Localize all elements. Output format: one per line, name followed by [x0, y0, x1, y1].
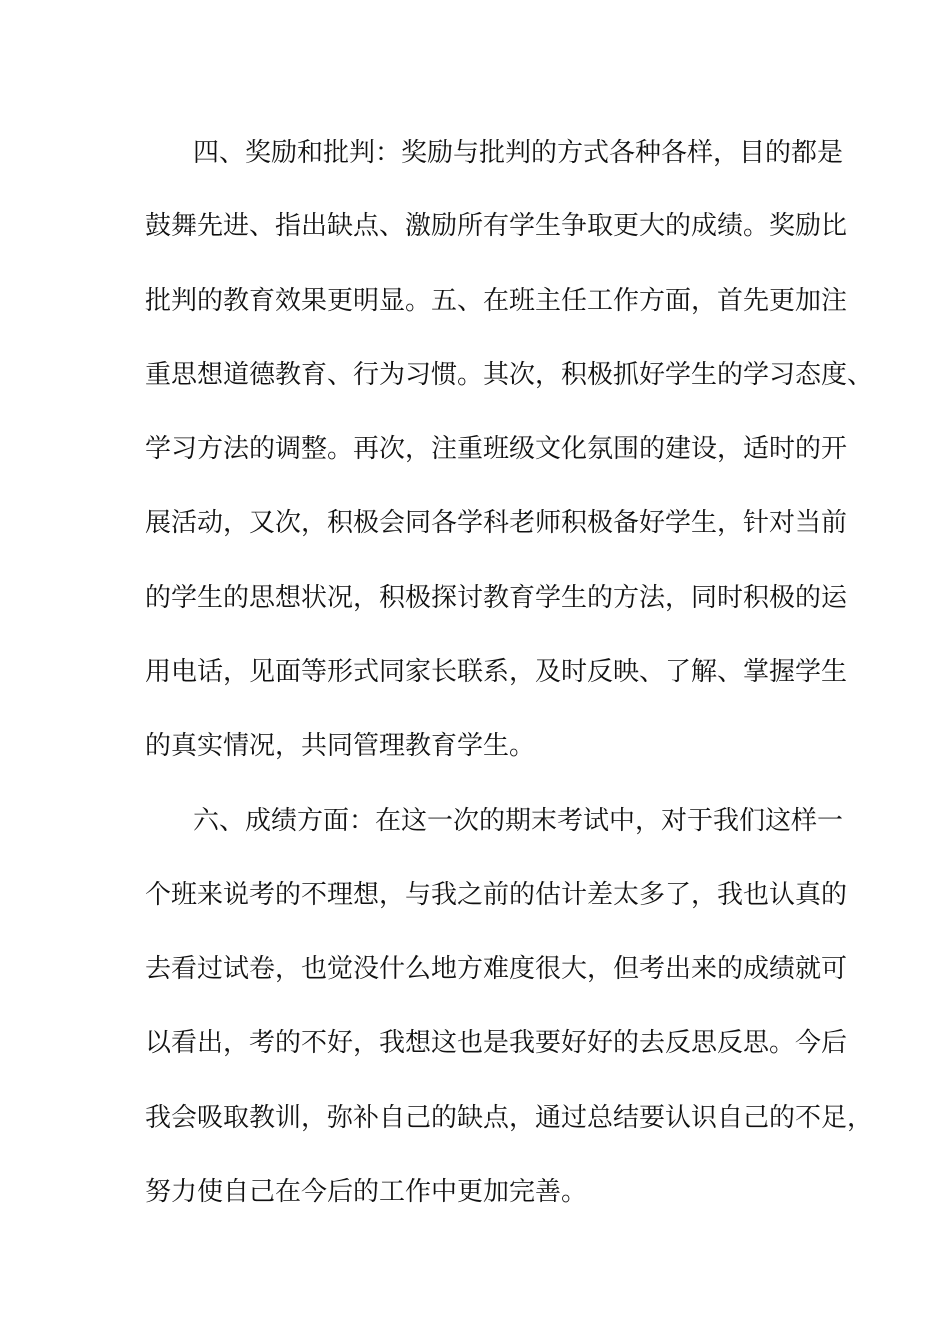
- paragraph-line: 鼓舞先进、指出缺点、激励所有学生争取更大的成绩。奖励比: [145, 211, 848, 241]
- paragraph-line: 我会吸取教训，弥补自己的缺点，通过总结要认识自己的不足，: [145, 1103, 874, 1133]
- paragraph-line: 努力使自己在今后的工作中更加完善。: [145, 1177, 588, 1207]
- paragraph-line: 六、成绩方面：在这一次的期末考试中，对于我们这样一: [193, 806, 844, 836]
- paragraph-line: 学习方法的调整。再次，注重班级文化氛围的建设，适时的开: [145, 434, 848, 464]
- paragraph-line: 批判的教育效果更明显。五、在班主任工作方面，首先更加注: [145, 286, 848, 316]
- paragraph-line: 去看过试卷，也觉没什么地方难度很大，但考出来的成绩就可: [145, 954, 848, 984]
- paragraph-line: 四、奖励和批判：奖励与批判的方式各种各样，目的都是: [193, 138, 844, 168]
- paragraph-line: 的真实情况，共同管理教育学生。: [145, 731, 536, 761]
- paragraph-line: 以看出，考的不好，我想这也是我要好好的去反思反思。今后: [145, 1028, 848, 1058]
- paragraph-line: 重思想道德教育、行为习惯。其次，积极抓好学生的学习态度、: [145, 360, 874, 390]
- paragraph-line: 展活动，又次，积极会同各学科老师积极备好学生，针对当前: [145, 508, 848, 538]
- paragraph-line: 的学生的思想状况，积极探讨教育学生的方法，同时积极的运: [145, 583, 848, 613]
- paragraph-line: 用电话，见面等形式同家长联系，及时反映、了解、掌握学生: [145, 657, 848, 687]
- paragraph-line: 个班来说考的不理想，与我之前的估计差太多了，我也认真的: [145, 880, 848, 910]
